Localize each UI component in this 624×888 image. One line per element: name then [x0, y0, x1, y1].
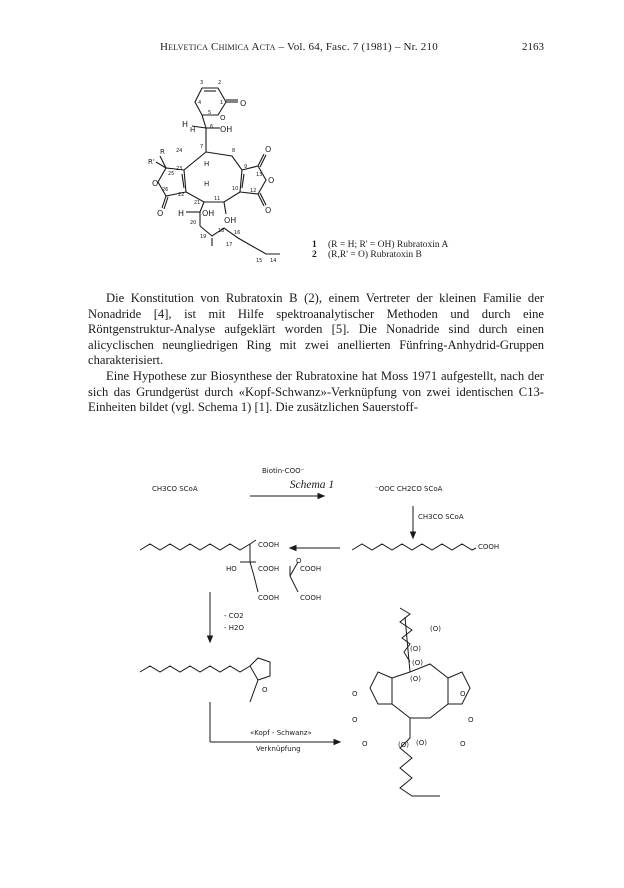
position-number: 24: [176, 148, 183, 154]
malonyl-coa-label: ⁻OOC CH2CO SCoA: [375, 485, 443, 493]
atom-h: H: [204, 160, 210, 168]
position-number: 5: [208, 110, 212, 116]
position-number: 14: [270, 258, 277, 264]
journal-name: Helvetica Chimica Acta: [160, 41, 276, 53]
atom-o: O: [152, 179, 159, 188]
cooh-label: COOH: [258, 565, 280, 573]
paragraph: Eine Hypothese zur Biosynthese der Rubratoxine hat Moss 1971 aufgestellt, nach der sich das Grundgerüst durch «Kopf-Schwanz»-Verknüpfung von zwei identischen C13-Einheiten bildet (vgl. Schema 1) [1]. Die zusätzlichen Sauerstoff-: [88, 368, 544, 415]
position-number: 9: [244, 164, 248, 170]
verknuepfung-label: Verknüpfung: [256, 745, 301, 753]
co2-label: - CO2: [224, 612, 244, 620]
position-number: 11: [214, 196, 221, 202]
cooh-label: COOH: [300, 594, 322, 602]
atom-h: H: [204, 180, 210, 188]
position-number: 4: [198, 100, 202, 106]
compound-number: 2: [312, 250, 317, 260]
position-number: 8: [232, 148, 236, 154]
acetyl-coa-label: CH3CO SCoA: [418, 513, 464, 521]
volume-info: – Vol. 64, Fasc. 7 (1981) – Nr. 210: [275, 41, 438, 53]
oxygen-label: O: [352, 716, 358, 724]
atom-oh: OH: [220, 125, 233, 134]
position-number: 3: [200, 80, 204, 86]
oxygen-position-label: (O): [398, 741, 409, 749]
biotin-label: Biotin-COO⁻: [262, 467, 305, 475]
compound-description: (R = H; R' = OH) Rubratoxin A: [328, 240, 449, 250]
page-number: 2163: [522, 41, 544, 53]
paragraph: Die Konstitution von Rubratoxin B (2), einem Vertreter der kleinen Familie der Nonadride [4], ist mit Hilfe spektroanalytischer Methoden und durch eine Röntgenstruktur-Analyse aufgeklärt worden [5]. Die Nonadride sind durch einen alicyclischen neungliedrigen Ring mit zwei anellierten Fünfring-Anhydrid-Gruppen charakterisiert.: [88, 291, 544, 368]
position-number: 13: [256, 172, 263, 178]
atom-h: H: [190, 126, 196, 134]
cooh-label: COOH: [258, 594, 280, 602]
oxygen-label: O: [460, 740, 466, 748]
atom-oh: OH: [202, 209, 215, 218]
oxygen-label: O: [352, 690, 358, 698]
position-number: 22: [178, 192, 185, 198]
acetyl-coa-label: CH3CO SCoA: [152, 485, 198, 493]
position-number: 12: [250, 188, 257, 194]
position-number: 2: [218, 80, 222, 86]
position-number: 18: [218, 228, 225, 234]
atom-h: H: [182, 120, 189, 129]
position-number: 16: [234, 230, 241, 236]
cooh-label: COOH: [478, 543, 500, 551]
atom-r-prime: R': [148, 158, 155, 166]
oxygen-position-label: (O): [416, 739, 427, 747]
compound-number: 1: [312, 240, 317, 250]
atom-o: O: [265, 145, 272, 154]
atom-o: O: [240, 99, 247, 108]
position-number: 10: [232, 186, 239, 192]
h2o-label: - H2O: [224, 624, 244, 632]
position-number: 15: [256, 258, 263, 264]
atom-oh: OH: [224, 216, 237, 225]
oxygen-label: O: [468, 716, 474, 724]
schema-title: Schema 1: [289, 479, 335, 491]
atom-o: O: [265, 206, 272, 215]
atom-h: H: [178, 209, 185, 218]
oxygen-position-label: (O): [412, 659, 423, 667]
oxygen-label: O: [262, 686, 268, 694]
position-number: 17: [226, 242, 233, 248]
kopf-schwanz-label: «Kopf - Schwanz»: [250, 729, 312, 737]
oxygen-label: O: [362, 740, 368, 748]
cooh-label: COOH: [300, 565, 322, 573]
oxygen-label: O: [460, 690, 466, 698]
oxygen-label: O: [296, 557, 302, 565]
position-number: 1: [220, 100, 224, 106]
oxygen-position-label: (O): [430, 625, 441, 633]
atom-r: R: [160, 148, 165, 156]
oxygen-position-label: (O): [410, 675, 421, 683]
ho-label: HO: [226, 565, 237, 573]
position-number: 23: [176, 166, 183, 172]
position-number: 26: [162, 187, 169, 193]
position-number: 19: [200, 234, 207, 240]
position-number: 7: [200, 144, 204, 150]
cooh-label: COOH: [258, 541, 280, 549]
position-number: 21: [194, 200, 201, 206]
oxygen-position-label: (O): [410, 645, 421, 653]
atom-o: O: [157, 209, 164, 218]
atom-o: O: [220, 114, 226, 122]
atom-o: O: [268, 176, 275, 185]
position-number: 20: [190, 220, 197, 226]
position-number: 25: [168, 171, 175, 177]
position-number: 6: [210, 124, 214, 130]
compound-description: (R,R' = O) Rubratoxin B: [328, 250, 422, 260]
